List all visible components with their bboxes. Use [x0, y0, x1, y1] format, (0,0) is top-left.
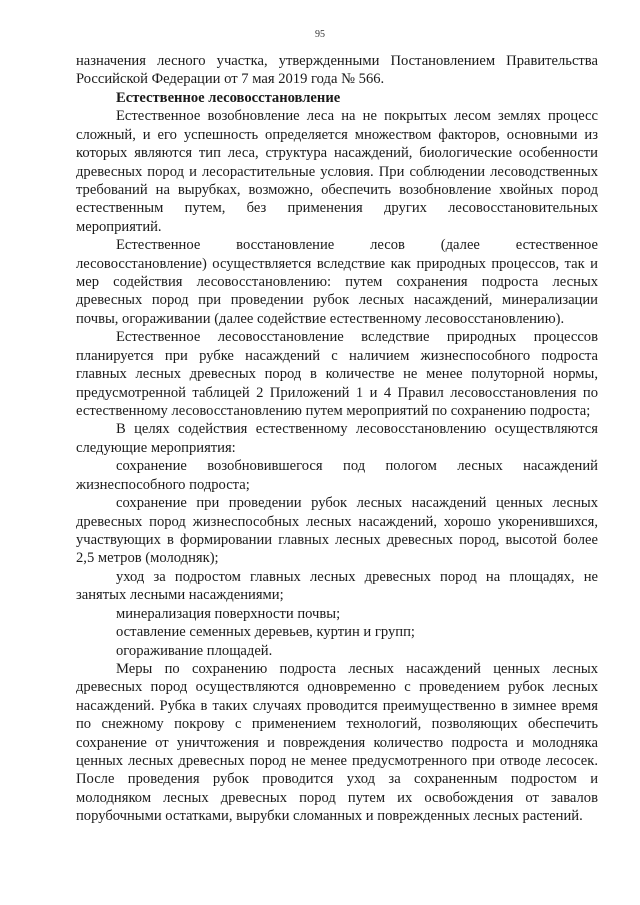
- paragraph: Естественное восстановление лесов (далее естественное лесовосстановление) осуществляется вследствие как природных процессов, так и мер содействия лесовосстановлению: путем сохранения подроста лесных древесных пород при проведении рубок лесных насаждений, минерализации почвы, огораживании (далее содействие естественному лесовосстановлению).: [76, 237, 598, 327]
- page-number: 95: [315, 29, 325, 40]
- paragraph: Естественное возобновление леса на не покрытых лесом землях процесс сложный, и его успешность определяется множеством факторов, основными из которых являются тип леса, структура насаждений, биологические особенности древесных пород и лесорастительные условия. При соблюдении лесоводственных требований на вырубках, возможно, обеспечить возобновление хвойных пород естественным путем, без применения других лесовосстановительных мероприятий.: [76, 108, 598, 235]
- document-body: [76, 52, 598, 826]
- intro-paragraph: назначения лесного участка, утвержденными Постановлением Правительства Российской Федерации от 7 мая 2019 года № 566.: [76, 53, 598, 88]
- list-item: сохранение возобновившегося под пологом лесных насаждений жизнеспособного подроста;: [76, 458, 598, 493]
- paragraph: В целях содействия естественному лесовосстановлению осуществляются следующие мероприятия:: [76, 421, 598, 456]
- list-item: оставление семенных деревьев, куртин и групп;: [116, 624, 415, 641]
- list-item: уход за подростом главных лесных древесных пород на площадях, не занятых лесными насаждениями;: [76, 568, 598, 604]
- section-heading: Естественное лесовосстановление: [116, 89, 341, 106]
- paragraph: Меры по сохранению подроста лесных насаждений ценных лесных древесных пород осуществляются одновременно с проведением рубок лесных насаждений. Рубка в таких случаях проводится преимущественно в зимнее время по снежному покрову с применением технологий, позволяющих обеспечить сохранение от уничтожения и повреждения количество подроста и молодняка ценных лесных древесных пород не менее предусмотренного при отводе лесосек. После проведения рубок проводится уход за сохраненным подростом и молодняком лесных древесных пород путем их освобождения от завалов порубочными остатками, вырубки сломанных и поврежденных лесных растений.: [76, 660, 598, 825]
- paragraph: Естественное лесовосстановление вследствие природных процессов планируется при рубке насаждений с наличием жизнеспособного подроста главных лесных древесных пород в количестве не менее полуторной нормы, предусмотренной таблицей 2 Приложений 1 и 4 Правил лесовосстановления по естественному лесовосстановлению путем мероприятий по сохранению подроста;: [76, 329, 598, 420]
- list-item: минерализация поверхности почвы;: [116, 605, 341, 622]
- list-item: огораживание площадей.: [116, 642, 273, 659]
- list-item: сохранение при проведении рубок лесных насаждений ценных лесных древесных пород жизнеспособных лесных насаждений, хорошо укоренившихся, участвующих в формировании главных лесных древесных пород, высотой более 2,5 метров (молодняк);: [76, 495, 598, 567]
